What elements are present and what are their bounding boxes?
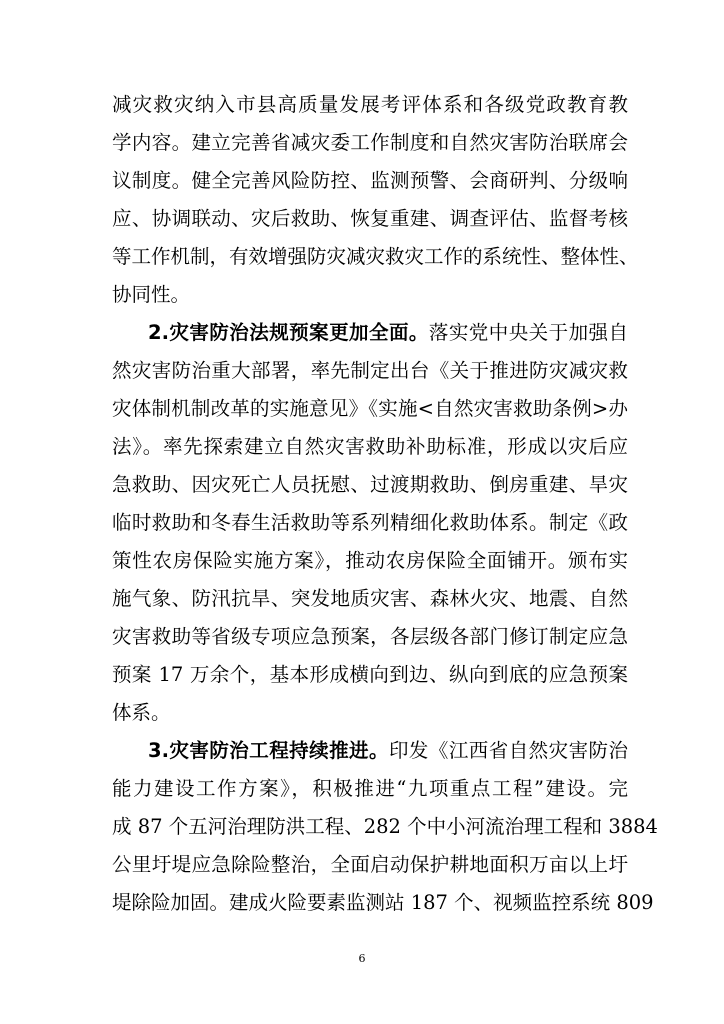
body-text-line: 应、协调联动、灾后救助、恢复重建、调查评估、监督考核: [112, 207, 628, 230]
body-text-line: 公里圩堤应急除险整治，全面启动保护耕地面积万亩以上圩: [112, 853, 628, 876]
body-text-line: 临时救助和冬春生活救助等系列精细化救助体系。制定《政: [112, 511, 628, 534]
body-text-line: 灾体制机制改革的实施意见》《实施<自然灾害救助条例>办: [112, 397, 628, 420]
section-heading-line: [148, 732, 628, 769]
body-text-line: 议制度。健全完善风险防控、监测预警、会商研判、分级响: [112, 169, 628, 192]
body-text-line: 施气象、防汛抗旱、突发地质灾害、森林火灾、地震、自然: [112, 587, 628, 610]
section-heading: 2.灾害防治法规预案更加全面。: [148, 321, 429, 344]
body-text-line: 等工作机制，有效增强防灾减灾救灾工作的系统性、整体性、: [112, 245, 639, 268]
body-text-line: 协同性。: [112, 283, 191, 306]
body-text-line: 能力建设工作方案》，积极推进“九项重点工程”建设。完: [112, 777, 628, 800]
body-text-line: 然灾害防治重大部署，率先制定出台《关于推进防灾减灾救: [112, 359, 628, 382]
page-number: 6: [358, 952, 366, 965]
body-text-line: 策性农房保险实施方案》，推动农房保险全面铺开。颁布实: [112, 549, 628, 572]
body-text-line: 成 87 个五河治理防洪工程、282 个中小河流治理工程和 3884: [112, 815, 658, 838]
body-text-line: 急救助、因灾死亡人员抚慰、过渡期救助、倒房重建、旱灾: [112, 473, 628, 496]
body-text-run: 落实党中央关于加强自: [428, 321, 628, 344]
body-text-run: 印发《江西省自然灾害防治: [388, 739, 628, 762]
section-heading-line: [148, 314, 628, 351]
body-text-line: 预案 17 万余个，基本形成横向到边、纵向到底的应急预案: [112, 663, 628, 686]
body-text-line: 体系。: [112, 701, 171, 724]
body-text-line: 法》。率先探索建立自然灾害救助补助标准，形成以灾后应: [112, 435, 628, 458]
body-text-line: 堤除险加固。建成火险要素监测站 187 个、视频监控系统 809: [112, 891, 654, 914]
section-heading: 3.灾害防治工程持续推进。: [148, 739, 389, 762]
body-text-line: 灾害救助等省级专项应急预案，各层级各部门修订制定应急: [112, 625, 628, 648]
body-text-line: 学内容。建立完善省减灾委工作制度和自然灾害防治联席会: [112, 131, 628, 154]
body-text-line: 减灾救灾纳入市县高质量发展考评体系和各级党政教育教: [112, 93, 628, 116]
